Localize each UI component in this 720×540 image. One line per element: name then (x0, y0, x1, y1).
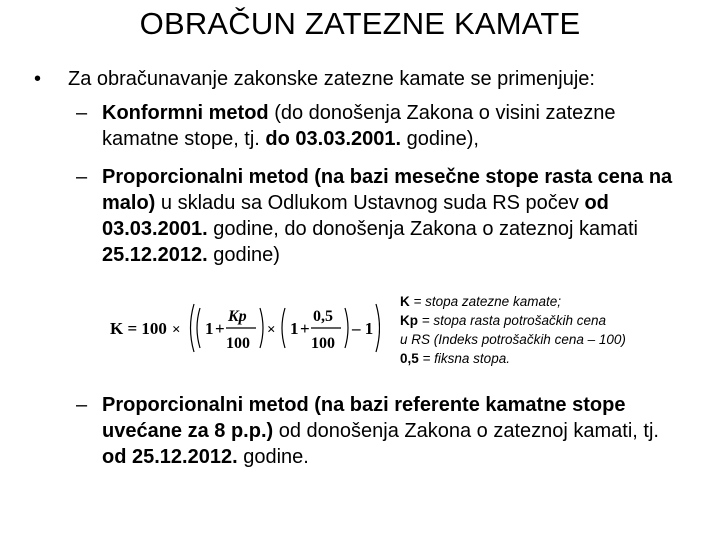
legend-desc: = stopa rasta potrošačkih cena (418, 313, 606, 328)
formula-const: 0,5 (313, 308, 333, 325)
text-run: od donošenja Zakona o zateznoj kamati, tj. (273, 420, 659, 442)
legend-desc: u RS (Indeks potrošačkih cena – 100) (400, 332, 626, 347)
legend-desc: = fiksna stopa. (418, 351, 510, 366)
formula-plus-2: + (300, 319, 310, 338)
interest-formula (110, 294, 380, 364)
text-run: u skladu sa Odlukom Ustavnog suda RS počev (155, 192, 585, 214)
legend-line (400, 292, 700, 311)
emphasis: 25.12.2012. (102, 244, 208, 266)
formula-denom: 100 (226, 335, 250, 352)
paren-left-2 (282, 308, 285, 348)
formula-legend (400, 292, 700, 368)
paren-right (260, 308, 263, 348)
sub-item-text (102, 164, 686, 268)
sub-item-text (102, 100, 686, 152)
text-run: godine, do donošenja Zakona o zateznoj kamati (207, 218, 638, 240)
text-run: godine. (237, 446, 309, 468)
text-run: godine) (207, 244, 280, 266)
formula-minus: – 1 (352, 319, 374, 338)
big-paren-right (376, 304, 380, 352)
emphasis: od 25.12.2012. (102, 446, 238, 468)
emphasis: Proporcionalni metod (na bazi referente kamatne stope uvećane za 8 p.p.) (102, 394, 626, 442)
main-bullet-text: Za obračunavanje zakonske zatezne kamate se primenjuje: (68, 68, 595, 90)
big-paren-left (191, 304, 195, 352)
formula-lhs: K = 100 (110, 319, 167, 338)
dash-icon: – (76, 394, 88, 416)
slide-title: OBRAČUN ZATEZNE KAMATE (139, 6, 581, 41)
emphasis: Konformni metod (102, 102, 269, 124)
formula-one: 1 (205, 319, 214, 338)
formula-times-2: × (267, 322, 276, 338)
legend-line (400, 349, 700, 368)
formula-kp: Kp (228, 308, 247, 325)
formula-graphic (110, 294, 380, 364)
legend-key: 0,5 (400, 351, 419, 366)
formula-denom-2: 100 (311, 335, 335, 352)
legend-line (400, 311, 700, 330)
formula-plus: + (215, 319, 225, 338)
formula-times: × (172, 322, 181, 338)
bullet-icon: • (34, 68, 42, 90)
legend-line (400, 330, 700, 349)
text-run: godine), (401, 128, 479, 150)
formula-one-2: 1 (290, 319, 299, 338)
emphasis: do 03.03.2001. (265, 128, 402, 150)
emphasis: od 03.03.2001. (102, 192, 609, 240)
dash-icon: – (76, 166, 88, 188)
legend-key: K (400, 294, 410, 309)
text-run: (do donošenja Zakona o visini zatezne kamatne stope, tj. (102, 102, 616, 150)
emphasis: Proporcionalni metod (na bazi mesečne stope rasta cena na malo) (102, 166, 673, 214)
paren-left (197, 308, 200, 348)
legend-key: Kp (400, 313, 418, 328)
dash-icon: – (76, 102, 88, 124)
legend-desc: = stopa zatezne kamate; (409, 294, 561, 309)
sub-item-text (102, 392, 686, 470)
paren-right-2 (345, 308, 348, 348)
